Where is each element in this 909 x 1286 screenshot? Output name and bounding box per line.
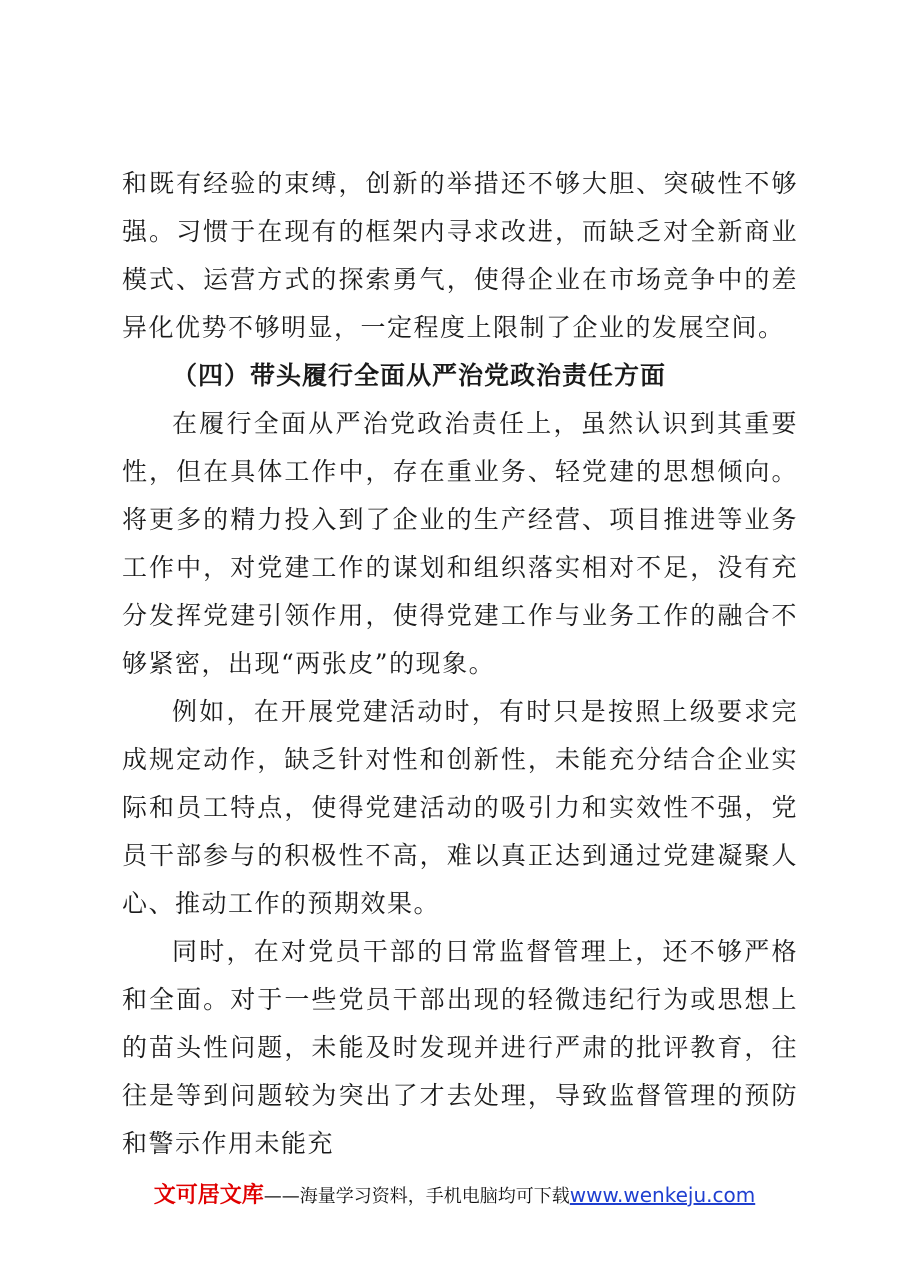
paragraph: 例如，在开展党建活动时，有时只是按照上级要求完成规定动作，缺乏针对性和创新性，未能充分结合企业实际和员工特点，使得党建活动的吸引力和实效性不强，党员干部参与的积极性不高，难以真正达到通过党建凝聚人心、推动工作的预期效果。	[122, 697, 798, 918]
footer-site-link[interactable]: www.wenkeju.com	[569, 1183, 756, 1207]
footer-banner	[0, 1180, 909, 1212]
footer-brand: 文可居文库	[153, 1183, 264, 1208]
document-body	[122, 160, 798, 1168]
paragraph: 同时，在对党员干部的日常监督管理上，还不够严格和全面。对于一些党员干部出现的轻微违纪行为或思想上的苗头性问题，未能及时发现并进行严肃的批评教育，往往是等到问题较为突出了才去处理，导致监督管理的预防和警示作用未能充	[122, 937, 798, 1158]
paragraph-continuation: 和既有经验的束缚，创新的举措还不够大胆、突破性不够强。习惯于在现有的框架内寻求改进，而缺乏对全新商业模式、运营方式的探索勇气，使得企业在市场竞争中的差异化优势不够明显，一定程度上限制了企业的发展空间。	[122, 169, 798, 342]
footer-tagline: ——海量学习资料，手机电脑均可下载	[263, 1186, 570, 1207]
section-heading: （四）带头履行全面从严治党政治责任方面	[172, 361, 667, 390]
paragraph: 在履行全面从严治党政治责任上，虽然认识到其重要性，但在具体工作中，存在重业务、轻党建的思想倾向。将更多的精力投入到了企业的生产经营、项目推进等业务工作中，对党建工作的谋划和组织落实相对不足，没有充分发挥党建引领作用，使得党建工作与业务工作的融合不够紧密，出现“两张皮”的现象。	[122, 409, 798, 678]
